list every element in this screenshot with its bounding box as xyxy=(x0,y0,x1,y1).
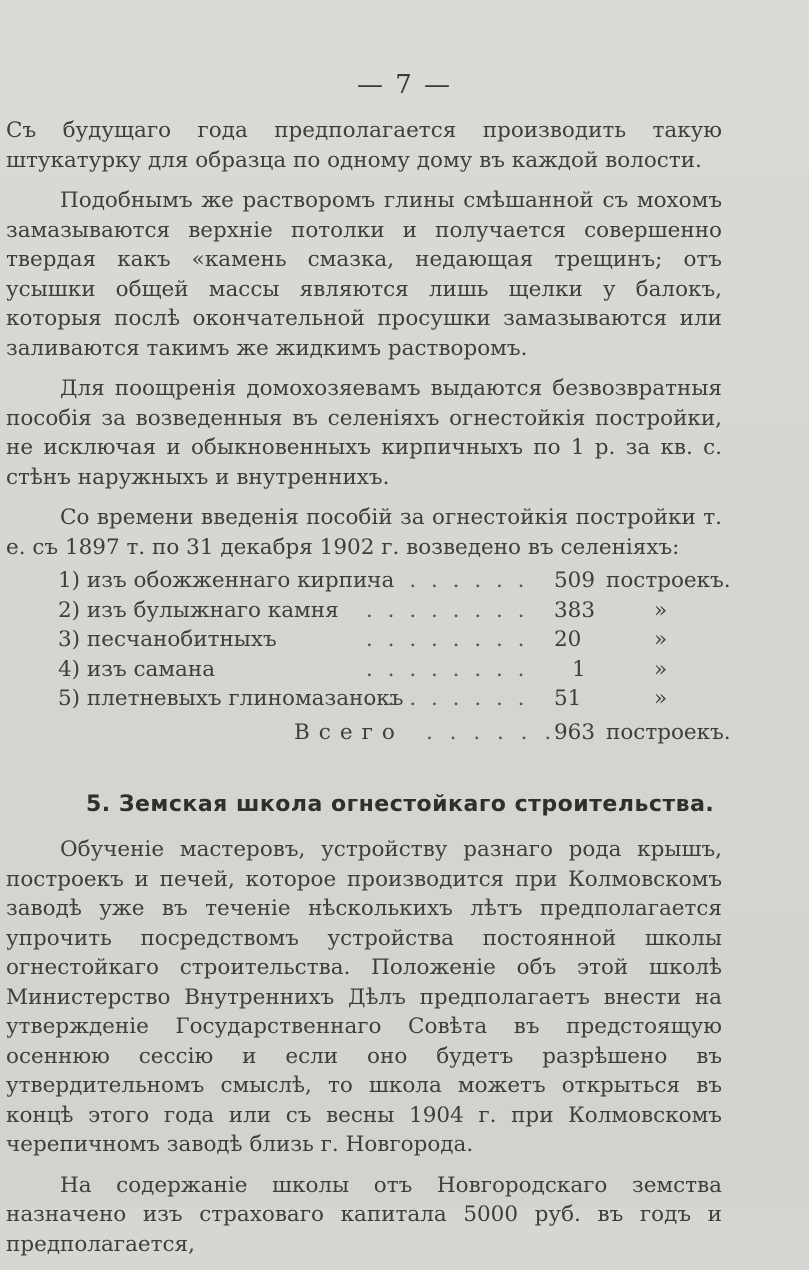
list-item-value: 509 xyxy=(554,568,596,593)
list-item-label: 5) плетневыхъ глиномазанокъ xyxy=(58,686,404,711)
list-item-label: 1) изъ обожженнаго кирпича xyxy=(58,568,395,593)
total-label: Всего xyxy=(294,719,404,745)
list-item-unit: » xyxy=(654,597,668,623)
list-item xyxy=(6,655,722,685)
list-item-value: 383 xyxy=(554,597,596,623)
list-item-label: 4) изъ самана xyxy=(58,656,216,682)
list-item xyxy=(6,684,722,714)
list-item-unit: построекъ. xyxy=(606,568,731,593)
list-item-value: 51 xyxy=(554,686,582,711)
list-item xyxy=(6,596,722,626)
list-item-unit: » xyxy=(654,627,668,652)
leader-dots: . . . . . . . . xyxy=(366,686,529,711)
paragraph: Подобнымъ же растворомъ глины смѣшанной съ мохомъ замазываются верхніе потолки и получается совершенно твердая какъ «камень смазка, недающая трещинъ; отъ усышки общей массы являются лишь щелки у балокъ, которыя послѣ окончательной просушки замазываются или заливаются такимъ же жидкимъ растворомъ. xyxy=(6,188,722,361)
total-value: 963 xyxy=(554,719,596,745)
buildings-list xyxy=(6,566,731,714)
page-number: — 7 — xyxy=(356,70,453,100)
paragraph: Съ будущаго года предполагается производить такую штукатурку для образца по одному дому въ каждой волости. xyxy=(6,118,722,173)
paragraph: Обученіе мастеровъ, устройству разнаго рода крышъ, построекъ и печей, которое производится при Колмовскомъ заводѣ уже въ теченіе нѣсколькихъ лѣтъ предполагается упрочить посредствомъ устройства постоянной школы огнестойкаго строительства. Положеніе объ этой школѣ Министерство Внутреннихъ Дѣлъ предполагаетъ внести на утвержденіе Государственнаго Совѣта въ предстоящую осеннюю сессію и если оно будетъ разрѣшено въ утвердительномъ смыслѣ, то школа можетъ открыться въ концѣ этого года или съ весны 1904 г. при Колмовскомъ черепичномъ заводѣ близь г. Новгорода. xyxy=(6,837,722,1157)
list-item-unit: » xyxy=(654,656,668,682)
paragraph: Со времени введенія пособій за огнестойкія постройки т. е. съ 1897 т. по 31 декабря 1902 г. возведено въ селеніяхъ: xyxy=(6,505,722,560)
paragraph: Для поощренія домохозяевамъ выдаются безвозвратныя пособія за возведенныя въ селеніяхъ огнестойкія постройки, не исключая и обыкновенныхъ кирпичныхъ по 1 р. за кв. с. стѣнъ наружныхъ и внутреннихъ. xyxy=(6,376,722,490)
section-heading: 5. Земская школа огнестойкаго строительства. xyxy=(86,791,715,817)
leader-dots: . . . . . . xyxy=(426,719,557,745)
list-item xyxy=(6,566,731,596)
leader-dots: . . . . . . . . xyxy=(366,597,529,623)
leader-dots: . . . . . . . . xyxy=(366,627,529,652)
page-body xyxy=(6,116,731,1270)
list-item xyxy=(6,625,722,655)
leader-dots: . . . . . . . . xyxy=(366,568,529,593)
list-item-value: 20 xyxy=(554,627,582,652)
list-item-label: 2) изъ булыжнаго камня xyxy=(58,597,339,623)
list-item-value: 1 xyxy=(572,656,586,682)
leader-dots: . . . . . . . . xyxy=(366,656,529,682)
list-item-unit: » xyxy=(654,686,668,711)
list-item-label: 3) песчанобитныхъ xyxy=(58,627,277,652)
total-row xyxy=(6,716,731,750)
total-unit: построекъ. xyxy=(606,719,731,745)
paragraph: На содержаніе школы отъ Новгородскаго земства назначено изъ страховаго капитала 5000 руб. въ годъ и предполагается, xyxy=(6,1172,722,1257)
